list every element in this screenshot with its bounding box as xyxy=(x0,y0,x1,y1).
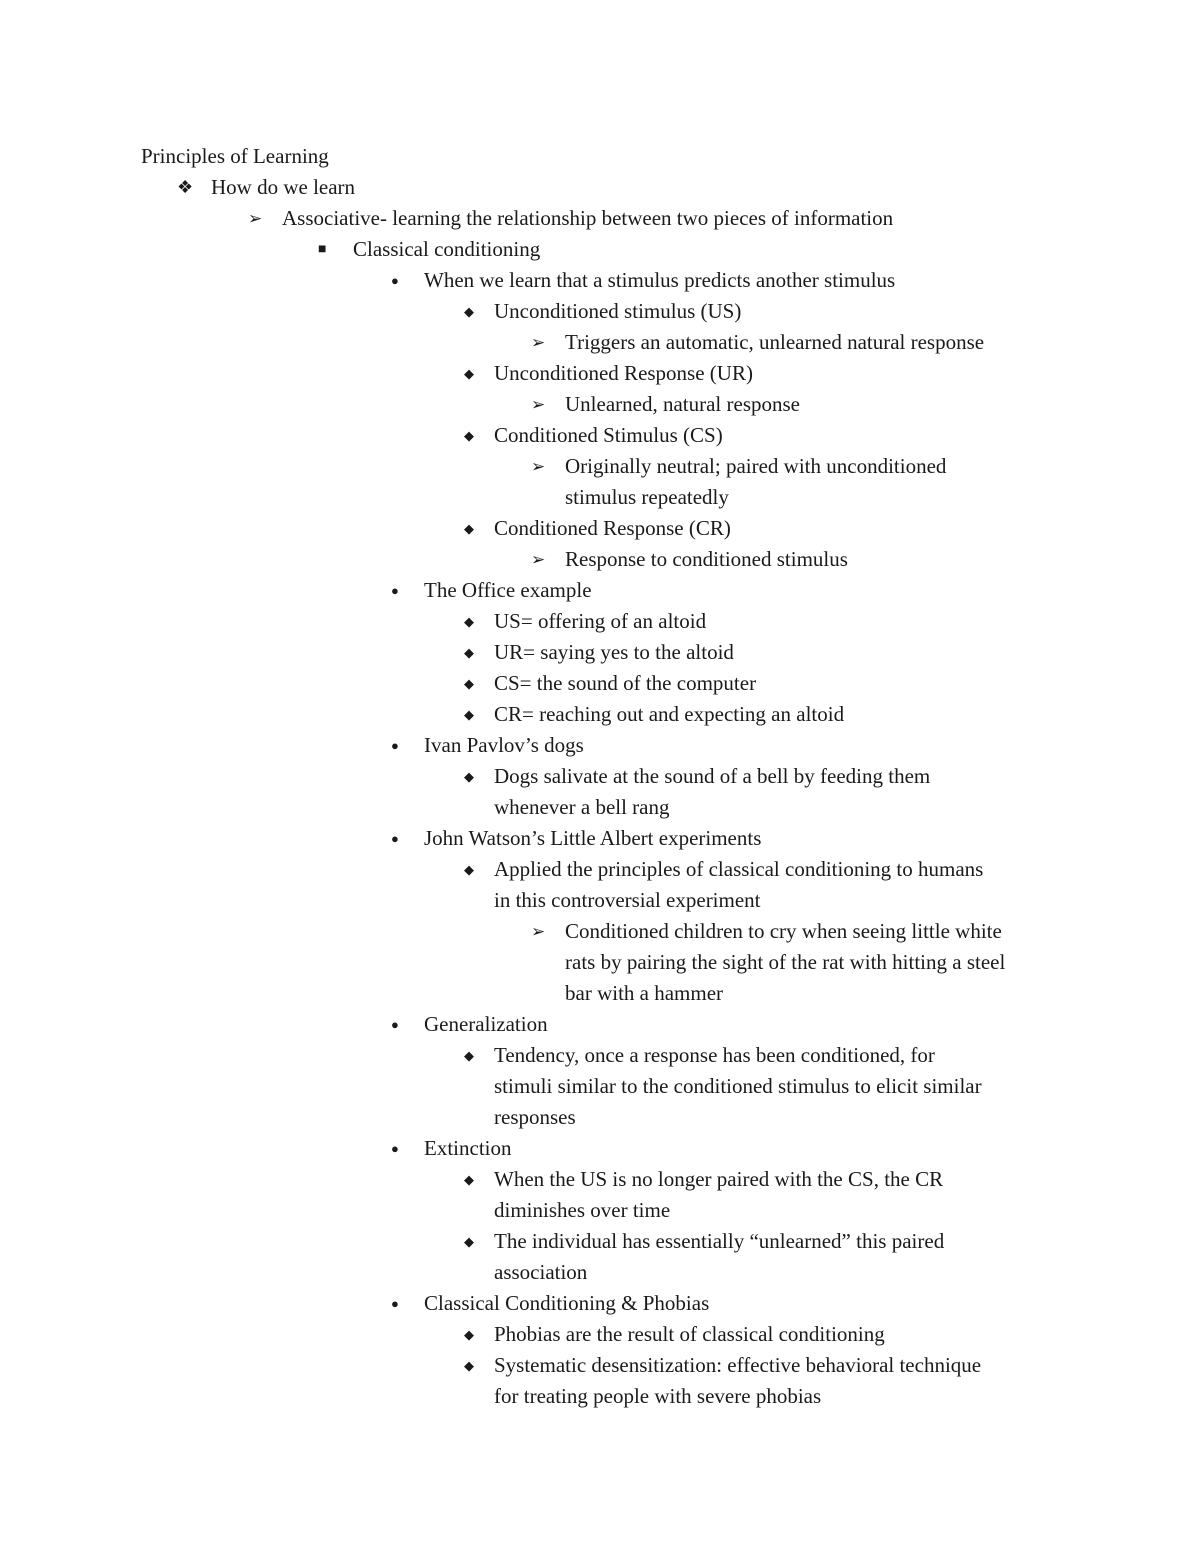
bullet-dot-icon: ● xyxy=(391,831,399,846)
list-item-continuation: for treating people with severe phobias xyxy=(494,1384,822,1408)
list-item: The Office example xyxy=(424,578,592,602)
bullet-diamond-icon: ◆ xyxy=(464,366,474,381)
list-item: Originally neutral; paired with unconditioned xyxy=(565,454,947,478)
list-item: UR= saying yes to the altoid xyxy=(494,640,734,664)
bullet-diamond-icon: ◆ xyxy=(464,1048,474,1063)
list-item: CR= reaching out and expecting an altoid xyxy=(494,702,845,726)
bullet-diamond-icon: ◆ xyxy=(464,1327,474,1342)
bullet-dot-icon: ● xyxy=(391,1296,399,1311)
bullet-dot-icon: ● xyxy=(391,1141,399,1156)
list-item: Conditioned Response (CR) xyxy=(494,516,731,540)
list-item: Triggers an automatic, unlearned natural response xyxy=(565,330,985,354)
list-item: Systematic desensitization: effective behavioral technique xyxy=(494,1353,982,1377)
bullet-diamond-icon: ◆ xyxy=(464,1358,474,1373)
list-item-continuation: responses xyxy=(494,1105,576,1129)
bullet-diamond-icon: ◆ xyxy=(464,862,474,877)
list-item-continuation: bar with a hammer xyxy=(565,981,724,1005)
list-item: Generalization xyxy=(424,1012,548,1036)
bullet-diamond-icon: ◆ xyxy=(464,1234,474,1249)
bullet-diamond-icon: ◆ xyxy=(464,645,474,660)
list-item: Classical Conditioning & Phobias xyxy=(424,1291,710,1315)
document-title: Principles of Learning xyxy=(141,144,329,168)
list-item-continuation: stimulus repeatedly xyxy=(565,485,729,509)
bullet-diamond-icon: ◆ xyxy=(464,676,474,691)
list-item: When we learn that a stimulus predicts another stimulus xyxy=(424,268,896,292)
list-item: Response to conditioned stimulus xyxy=(565,547,848,571)
bullet-square-icon: ■ xyxy=(318,242,327,257)
list-item: US= offering of an altoid xyxy=(494,609,707,633)
bullet-diamond-icon: ◆ xyxy=(464,614,474,629)
list-item: How do we learn xyxy=(211,175,356,199)
list-item: Tendency, once a response has been conditioned, for xyxy=(494,1043,935,1067)
list-item: CS= the sound of the computer xyxy=(494,671,757,695)
bullet-diamond-ornament-icon: ❖ xyxy=(177,177,194,197)
list-item-continuation: whenever a bell rang xyxy=(494,795,670,819)
list-item-continuation: rats by pairing the sight of the rat with hitting a steel xyxy=(565,950,1006,974)
bullet-dot-icon: ● xyxy=(391,273,399,288)
list-item: Ivan Pavlov’s dogs xyxy=(424,733,584,757)
list-item: Unlearned, natural response xyxy=(565,392,800,416)
list-item: Associative- learning the relationship between two pieces of information xyxy=(282,206,894,230)
list-item-continuation: in this controversial experiment xyxy=(494,888,761,912)
bullet-arrow-icon: ➢ xyxy=(531,550,546,569)
bullet-dot-icon: ● xyxy=(391,583,399,598)
bullet-diamond-icon: ◆ xyxy=(464,428,474,443)
bullet-diamond-icon: ◆ xyxy=(464,1172,474,1187)
list-item: Phobias are the result of classical conditioning xyxy=(494,1322,885,1346)
list-item: Applied the principles of classical conditioning to humans xyxy=(494,857,984,881)
list-item: Unconditioned stimulus (US) xyxy=(494,299,742,323)
list-item: Extinction xyxy=(424,1136,512,1160)
bullet-diamond-icon: ◆ xyxy=(464,769,474,784)
bullet-diamond-icon: ◆ xyxy=(464,707,474,722)
list-item: John Watson’s Little Albert experiments xyxy=(424,826,762,850)
bullet-arrow-icon: ➢ xyxy=(248,209,263,228)
bullet-dot-icon: ● xyxy=(391,1017,399,1032)
list-item: Classical conditioning xyxy=(353,237,541,261)
list-item-continuation: stimuli similar to the conditioned stimulus to elicit similar xyxy=(494,1074,982,1098)
bullet-dot-icon: ● xyxy=(391,738,399,753)
list-item: When the US is no longer paired with the CS, the CR xyxy=(494,1167,944,1191)
bullet-arrow-icon: ➢ xyxy=(531,333,546,352)
list-item-continuation: diminishes over time xyxy=(494,1198,671,1222)
bullet-arrow-icon: ➢ xyxy=(531,457,546,476)
bullet-arrow-icon: ➢ xyxy=(531,922,546,941)
bullet-arrow-icon: ➢ xyxy=(531,395,546,414)
list-item: Dogs salivate at the sound of a bell by feeding them xyxy=(494,764,931,788)
list-item: Conditioned Stimulus (CS) xyxy=(494,423,723,447)
list-item-continuation: association xyxy=(494,1260,588,1284)
bullet-diamond-icon: ◆ xyxy=(464,304,474,319)
list-item: Unconditioned Response (UR) xyxy=(494,361,753,385)
list-item: Conditioned children to cry when seeing little white xyxy=(565,919,1002,943)
bullet-diamond-icon: ◆ xyxy=(464,521,474,536)
list-item: The individual has essentially “unlearned” this paired xyxy=(494,1229,945,1253)
